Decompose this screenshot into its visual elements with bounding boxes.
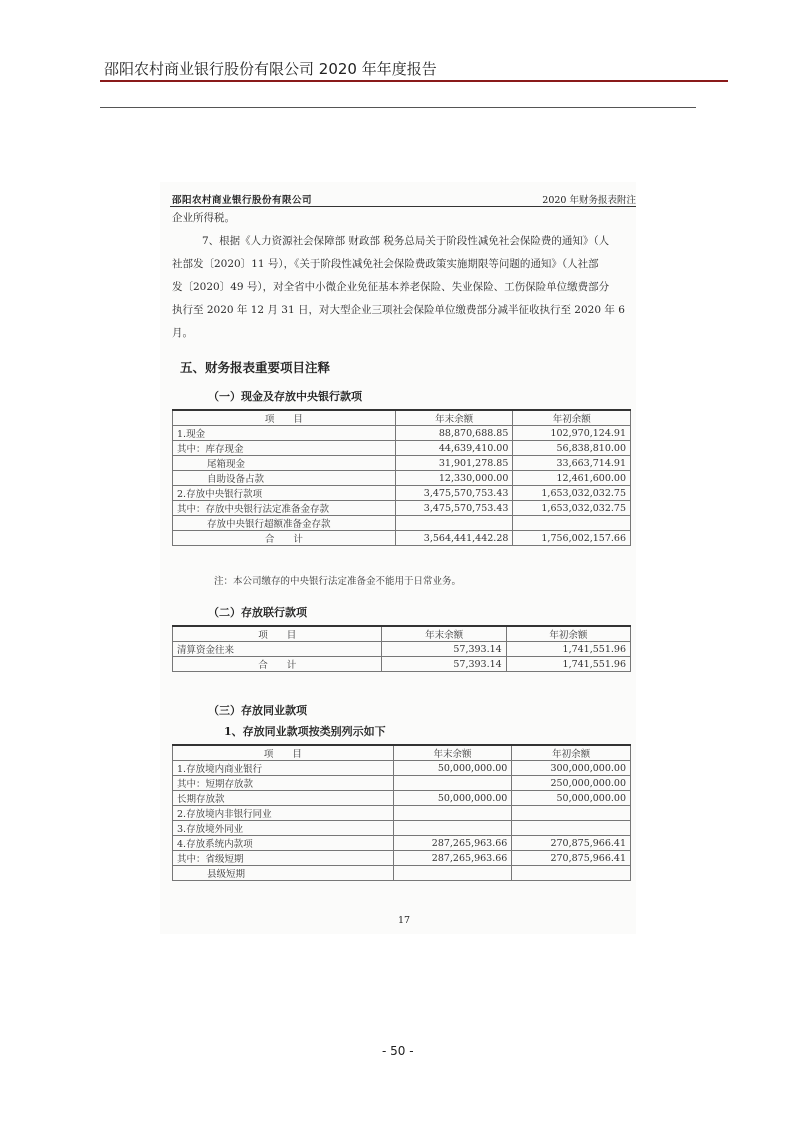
row-value: 270,875,966.41 (512, 836, 631, 851)
scan-company-name: 邵阳农村商业银行股份有限公司 (172, 195, 313, 206)
paragraph-7-line5: 月。 (172, 327, 193, 339)
row-value: 33,663,714.91 (513, 456, 631, 471)
scan-header-rule (170, 206, 636, 207)
table-row (173, 776, 631, 791)
header-cell: 年末余额 (393, 745, 512, 761)
row-label: 自助设备占款 (173, 471, 396, 486)
table-row (173, 516, 631, 531)
row-value: 88,870,688.85 (395, 426, 513, 441)
table-header-row (173, 626, 631, 642)
row-label: 3.存放境外同业 (173, 821, 394, 836)
table-row (173, 866, 631, 881)
row-value: 1,653,032,032.75 (513, 501, 631, 516)
row-value: 287,265,963.66 (393, 836, 512, 851)
row-value: 250,000,000.00 (512, 776, 631, 791)
header-cell: 年末余额 (395, 410, 513, 426)
row-value: 31,901,278.85 (395, 456, 513, 471)
subsection-title-2: （二）存放联行款项 (208, 606, 307, 619)
header-cell: 项 目 (173, 626, 382, 642)
row-value: 3,475,570,753.43 (395, 486, 513, 501)
subsection-title-3: （三）存放同业款项 (208, 704, 307, 717)
row-value: 1,653,032,032.75 (513, 486, 631, 501)
subsection-title-3-1: 1、存放同业款项按类别列示如下 (224, 725, 386, 738)
row-label: 其中：库存现金 (173, 441, 396, 456)
row-label: 县级短期 (173, 866, 394, 881)
row-label: 尾箱现金 (173, 456, 396, 471)
row-value (512, 806, 631, 821)
subsection-title-1: （一）现金及存放中央银行款项 (208, 390, 362, 403)
row-value: 57,393.14 (382, 642, 506, 657)
report-header-title: 邵阳农村商业银行股份有限公司 2020 年年度报告 (104, 60, 437, 78)
row-label: 清算资金往来 (173, 642, 382, 657)
table-total-row (173, 657, 631, 672)
row-value: 56,838,810.00 (513, 441, 631, 456)
paragraph-7-line1: 7、根据《人力资源社会保障部 财政部 税务总局关于阶段性减免社会保险费的通知》（人 (202, 235, 610, 247)
row-value (393, 866, 512, 881)
paragraph-7-line2: 社部发〔2020〕11 号），《关于阶段性减免社会保险费政策实施期限等问题的通知》（人社部 (172, 258, 599, 270)
table-row (173, 426, 631, 441)
row-label: 4.存放系统内款项 (173, 836, 394, 851)
header-cell: 项 目 (173, 410, 396, 426)
paragraph-7-line3: 发〔2020〕49 号），对全省中小微企业免征基本养老保险、失业保险、工伤保险单位缴费部分 (172, 281, 610, 293)
row-value: 50,000,000.00 (512, 791, 631, 806)
row-label: 长期存放款 (173, 791, 394, 806)
table-row (173, 441, 631, 456)
header-cell: 年初余额 (506, 626, 630, 642)
row-label: 存放中央银行超额准备金存款 (173, 516, 396, 531)
table-row (173, 791, 631, 806)
table-row (173, 471, 631, 486)
scan-header (172, 192, 638, 206)
table-cash-central-bank (172, 409, 631, 546)
page-number: - 50 - (382, 1044, 414, 1058)
table-row (173, 836, 631, 851)
row-value (512, 821, 631, 836)
table-header-row (173, 410, 631, 426)
table-row (173, 456, 631, 471)
row-value (395, 516, 513, 531)
header-rule (100, 80, 728, 82)
header-cell: 年初余额 (513, 410, 631, 426)
row-value (512, 866, 631, 881)
table-row (173, 501, 631, 516)
row-label: 2.存放中央银行款项 (173, 486, 396, 501)
table-row (173, 806, 631, 821)
row-value: 57,393.14 (382, 657, 506, 672)
row-value: 12,461,600.00 (513, 471, 631, 486)
row-label: 1.现金 (173, 426, 396, 441)
row-value: 1,741,551.96 (506, 657, 630, 672)
row-value: 300,000,000.00 (512, 761, 631, 776)
header-cell: 年初余额 (512, 745, 631, 761)
row-value: 12,330,000.00 (395, 471, 513, 486)
table-row (173, 761, 631, 776)
row-label: 其中：存放中央银行法定准备金存款 (173, 501, 396, 516)
header-subrule (100, 107, 696, 108)
table-interbank-deposits (172, 744, 631, 881)
header-cell: 项 目 (173, 745, 394, 761)
row-value: 50,000,000.00 (393, 761, 512, 776)
row-value: 270,875,966.41 (512, 851, 631, 866)
table-row (173, 821, 631, 836)
row-label: 1.存放境内商业银行 (173, 761, 394, 776)
table-note: 注：本公司缴存的中央银行法定准备金不能用于日常业务。 (214, 576, 462, 587)
row-label: 合 计 (173, 657, 382, 672)
table-interbank-branch (172, 625, 631, 672)
paragraph-tax: 企业所得税。 (172, 212, 235, 224)
section-title: 五、财务报表重要项目注释 (180, 360, 331, 375)
row-label: 其中：省级短期 (173, 851, 394, 866)
row-value: 44,639,410.00 (395, 441, 513, 456)
table-header-row (173, 745, 631, 761)
scan-page-number: 17 (398, 915, 411, 926)
row-value: 287,265,963.66 (393, 851, 512, 866)
row-value: 1,756,002,157.66 (513, 531, 631, 546)
table-total-row (173, 531, 631, 546)
row-label: 合 计 (173, 531, 396, 546)
row-value: 3,564,441,442.28 (395, 531, 513, 546)
row-value (393, 806, 512, 821)
row-value: 50,000,000.00 (393, 791, 512, 806)
row-value: 1,741,551.96 (506, 642, 630, 657)
row-label: 2.存放境内非银行同业 (173, 806, 394, 821)
row-value: 3,475,570,753.43 (395, 501, 513, 516)
scan-report-name: 2020 年财务报表附注 (542, 195, 636, 206)
table-row (173, 642, 631, 657)
row-value (513, 516, 631, 531)
row-value (393, 776, 512, 791)
header-cell: 年末余额 (382, 626, 506, 642)
row-value (393, 821, 512, 836)
paragraph-7-line4: 执行至 2020 年 12 月 31 日，对大型企业三项社会保险单位缴费部分减半征收执行至 2020 年 6 (172, 304, 625, 316)
row-label: 其中：短期存放款 (173, 776, 394, 791)
table-row (173, 851, 631, 866)
table-row (173, 486, 631, 501)
row-value: 102,970,124.91 (513, 426, 631, 441)
